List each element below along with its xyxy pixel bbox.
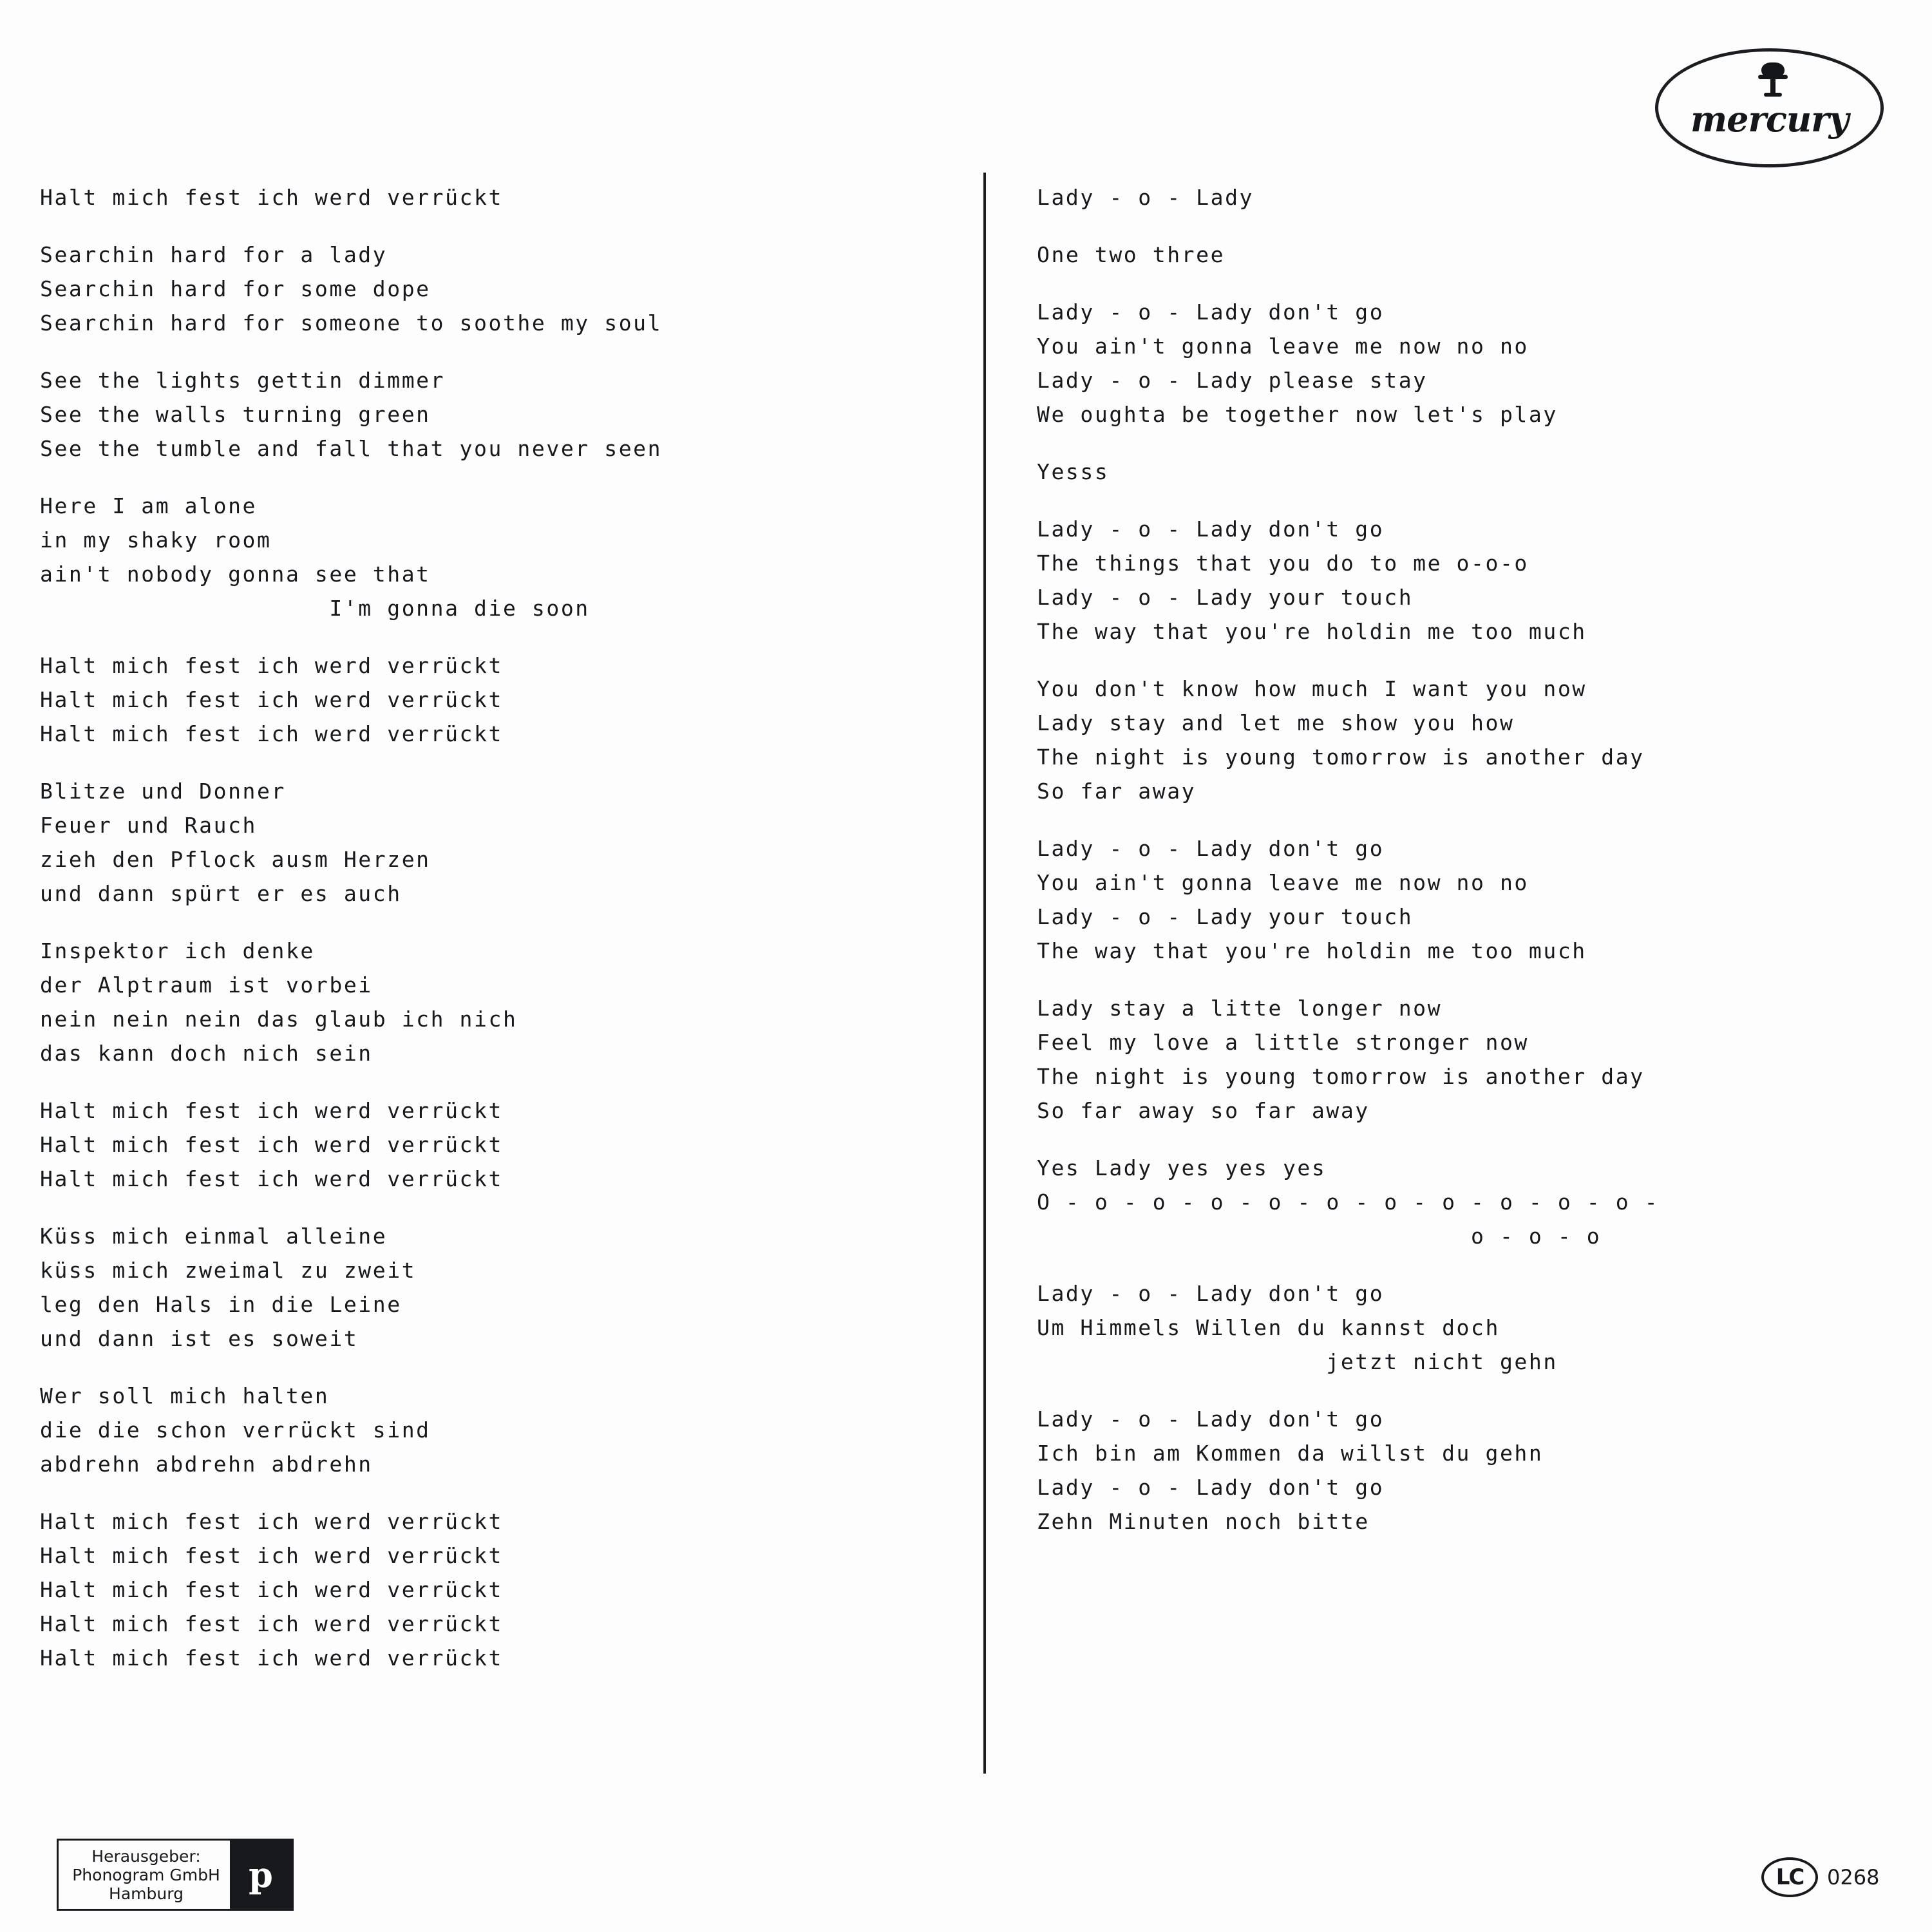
lyrics-line: You ain't gonna leave me now no no — [1037, 870, 1529, 895]
lyrics-line: Halt mich fest ich werd verrückt — [40, 721, 503, 746]
lyrics-line: jetzt nicht gehn — [1037, 1349, 1558, 1374]
lyrics-line: Halt mich fest ich werd verrückt — [40, 653, 503, 678]
lyrics-line: leg den Hals in die Leine — [40, 1292, 402, 1317]
lyrics-line: Lady - o - Lady don't go — [1037, 299, 1385, 325]
lyrics-line: Halt mich fest ich werd verrückt — [40, 1166, 503, 1191]
lyrics-line: Lady - o - Lady don't go — [1037, 1475, 1385, 1500]
lyrics-stanza — [1037, 1151, 1906, 1253]
lyrics-line: Halt mich fest ich werd verrückt — [40, 1611, 503, 1636]
lyrics-stanza — [1037, 1402, 1906, 1539]
lyrics-line: Halt mich fest ich werd verrückt — [40, 1132, 503, 1157]
lyrics-stanza — [1037, 455, 1906, 489]
lyrics-line: Lady - o - Lady don't go — [1037, 1281, 1385, 1306]
lyrics-line: Lady - o - Lady — [1037, 185, 1255, 210]
lyrics-line: Lady - o - Lady don't go — [1037, 516, 1385, 542]
lyrics-line: Halt mich fest ich werd verrückt — [40, 687, 503, 712]
lyrics-stanza — [40, 649, 954, 751]
lyrics-stanza — [1037, 672, 1906, 808]
lyrics-line: Lady - o - Lady please stay — [1037, 368, 1428, 393]
lyrics-line: Inspektor ich denke — [40, 938, 315, 963]
lyrics-line: Halt mich fest ich werd verrückt — [40, 1645, 503, 1671]
lyrics-line: Lady - o - Lady don't go — [1037, 1406, 1385, 1432]
mercury-logo — [1655, 48, 1884, 167]
lyrics-stanza — [1037, 512, 1906, 649]
lyrics-line: See the tumble and fall that you never seen — [40, 436, 663, 461]
lyrics-line: Lady stay and let me show you how — [1037, 710, 1515, 735]
lyrics-line: Halt mich fest ich werd verrückt — [40, 1509, 503, 1534]
lyrics-stanza — [1037, 991, 1906, 1128]
lyrics-line: Lady - o - Lady don't go — [1037, 836, 1385, 861]
lyrics-line: Halt mich fest ich werd verrückt — [40, 1543, 503, 1568]
lyrics-line: The way that you're holdin me too much — [1037, 619, 1587, 644]
lyrics-stanza — [40, 1219, 954, 1356]
lyrics-line: Here I am alone — [40, 493, 258, 518]
lyrics-line: One two three — [1037, 242, 1226, 267]
lyrics-line: See the lights gettin dimmer — [40, 368, 446, 393]
phonogram-p-icon: p — [230, 1841, 292, 1909]
lyrics-line: So far away — [1037, 779, 1197, 804]
logo-brand-text: mercury — [1690, 99, 1848, 140]
lyrics-stanza — [40, 934, 954, 1070]
publisher-line-2: Phonogram GmbH — [72, 1865, 220, 1884]
lyrics-stanza — [1037, 295, 1906, 431]
lyrics-line: Lady - o - Lady your touch — [1037, 585, 1414, 610]
publisher-line-3: Hamburg — [109, 1884, 184, 1903]
lyrics-line: und dann spürt er es auch — [40, 881, 402, 906]
lyrics-line: Searchin hard for someone to soothe my soul — [40, 310, 663, 336]
label-code — [1761, 1855, 1890, 1900]
publisher-text — [59, 1847, 230, 1903]
lyrics-line: Blitze und Donner — [40, 779, 286, 804]
lyrics-line: küss mich zweimal zu zweit — [40, 1258, 417, 1283]
lyrics-line: The night is young tomorrow is another day — [1037, 744, 1645, 770]
lyrics-line: abdrehn abdrehn abdrehn — [40, 1452, 373, 1477]
lyrics-stanza — [1037, 831, 1906, 968]
publisher-line-1: Herausgeber: — [91, 1846, 201, 1866]
lyrics-line: Wer soll mich halten — [40, 1383, 330, 1408]
lyrics-stanza — [1037, 238, 1906, 272]
lyrics-stanza — [40, 1379, 954, 1481]
lyrics-stanza — [1037, 1276, 1906, 1379]
lyrics-line: O - o - o - o - o - o - o - o - o - o - o - — [1037, 1189, 1660, 1215]
lc-number: 0268 — [1827, 1865, 1880, 1889]
lyrics-line: We oughta be together now let's play — [1037, 402, 1558, 427]
lyrics-stanza — [40, 774, 954, 911]
lyrics-line: The way that you're holdin me too much — [1037, 938, 1587, 963]
lyrics-stanza — [40, 363, 954, 466]
lyrics-stanza — [40, 1504, 954, 1675]
lyrics-line: You ain't gonna leave me now no no — [1037, 334, 1529, 359]
lyrics-line: Zehn Minuten noch bitte — [1037, 1509, 1370, 1534]
lyrics-line: nein nein nein das glaub ich nich — [40, 1007, 518, 1032]
lyrics-line: Searchin hard for a lady — [40, 242, 388, 267]
lyrics-line: So far away so far away — [1037, 1098, 1370, 1123]
mercury-winged-hat-icon — [1758, 62, 1788, 96]
lyrics-line: Searchin hard for some dope — [40, 276, 431, 301]
lyrics-line: You don't know how much I want you now — [1037, 676, 1587, 701]
lyrics-line: Feel my love a little stronger now — [1037, 1030, 1529, 1055]
lyrics-line: I'm gonna die soon — [40, 596, 590, 621]
lyrics-line: Küss mich einmal alleine — [40, 1224, 388, 1249]
lyrics-line: und dann ist es soweit — [40, 1326, 359, 1351]
lyrics-line: Lady - o - Lady your touch — [1037, 904, 1414, 929]
lyrics-line: Ich bin am Kommen da willst du gehn — [1037, 1441, 1544, 1466]
lyrics-line: Feuer und Rauch — [40, 813, 258, 838]
lyrics-line: Yes Lady yes yes yes — [1037, 1155, 1327, 1180]
lyrics-column-right — [1037, 180, 1906, 1539]
lyrics-line: zieh den Pflock ausm Herzen — [40, 847, 431, 872]
lyrics-line: Halt mich fest ich werd verrückt — [40, 185, 503, 210]
publisher-box — [57, 1839, 294, 1911]
lyrics-line: Yesss — [1037, 459, 1110, 484]
lyrics-line: The night is young tomorrow is another day — [1037, 1064, 1645, 1089]
column-divider — [983, 173, 986, 1774]
lyrics-line: Halt mich fest ich werd verrückt — [40, 1577, 503, 1602]
lyrics-stanza — [40, 238, 954, 340]
lyrics-line: die die schon verrückt sind — [40, 1417, 431, 1443]
lyrics-line: The things that you do to me o-o-o — [1037, 551, 1529, 576]
lyrics-line: Lady stay a litte longer now — [1037, 996, 1443, 1021]
lyrics-line: in my shaky room — [40, 527, 272, 553]
lyrics-line: o - o - o — [1037, 1224, 1602, 1249]
lc-badge: LC — [1761, 1857, 1818, 1897]
lyrics-stanza — [40, 489, 954, 625]
lyrics-stanza — [1037, 180, 1906, 214]
lyrics-line: Um Himmels Willen du kannst doch — [1037, 1315, 1500, 1340]
lyrics-line: See the walls turning green — [40, 402, 431, 427]
lyrics-stanza — [40, 1094, 954, 1196]
lyrics-stanza — [40, 180, 954, 214]
lyrics-line: der Alptraum ist vorbei — [40, 972, 373, 998]
lyrics-line: das kann doch nich sein — [40, 1041, 373, 1066]
lyrics-column-left — [40, 180, 954, 1675]
lyrics-line: ain't nobody gonna see that — [40, 562, 431, 587]
lyrics-line: Halt mich fest ich werd verrückt — [40, 1098, 503, 1123]
